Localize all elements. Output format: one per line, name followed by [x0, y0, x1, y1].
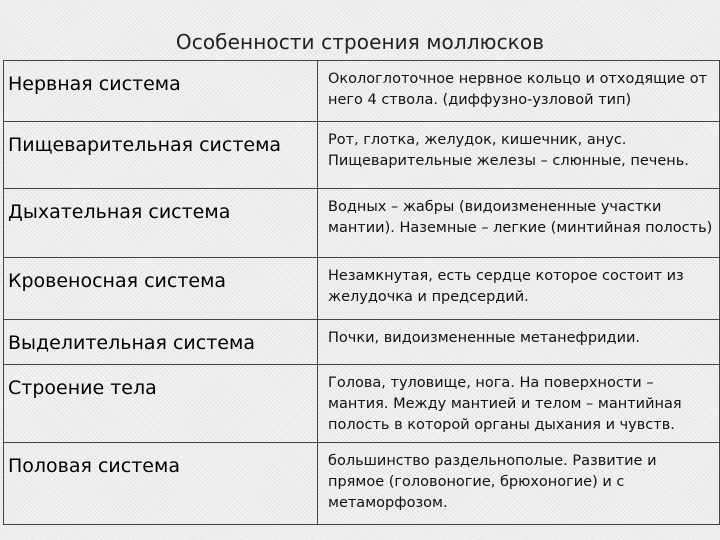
system-description-cell: Незамкнутая, есть сердце которое состоит из желудочка и предсердий. — [318, 258, 720, 320]
table-row — [4, 443, 720, 525]
table-row — [4, 365, 720, 443]
system-name-cell: Строение тела — [4, 365, 318, 443]
table-row — [4, 258, 720, 320]
table-row — [4, 320, 720, 365]
table-row — [4, 61, 720, 122]
system-description-cell: Голова, туловище, нога. На поверхности – мантия. Между мантией и телом – мантийная полость в которой органы дыхания и чувств. — [318, 365, 720, 443]
slide-title: Особенности строения моллюсков — [175, 30, 545, 54]
system-description-cell: Окологлоточное нервное кольцо и отходящие от него 4 ствола. (диффузно-узловой тип) — [318, 61, 720, 122]
system-name-cell: Нервная система — [4, 61, 318, 122]
system-name-cell: Дыхательная система — [4, 189, 318, 258]
system-description-cell: Почки, видоизмененные метанефридии. — [318, 320, 720, 365]
system-name-cell: Половая система — [4, 443, 318, 525]
system-description-cell: Рот, глотка, желудок, кишечник, анус. Пищеварительные железы – слюнные, печень. — [318, 122, 720, 189]
system-description-cell: Водных – жабры (видоизмененные участки мантии). Наземные – легкие (минтийная полость) — [318, 189, 720, 258]
system-description-cell: большинство раздельнополые. Развитие и прямое (головоногие, брюхоногие) и с метаморфозом. — [318, 443, 720, 525]
features-table — [3, 60, 720, 525]
system-name-cell: Пищеварительная система — [4, 122, 318, 189]
table-row — [4, 122, 720, 189]
table-row — [4, 189, 720, 258]
system-name-cell: Выделительная система — [4, 320, 318, 365]
system-name-cell: Кровеносная система — [4, 258, 318, 320]
